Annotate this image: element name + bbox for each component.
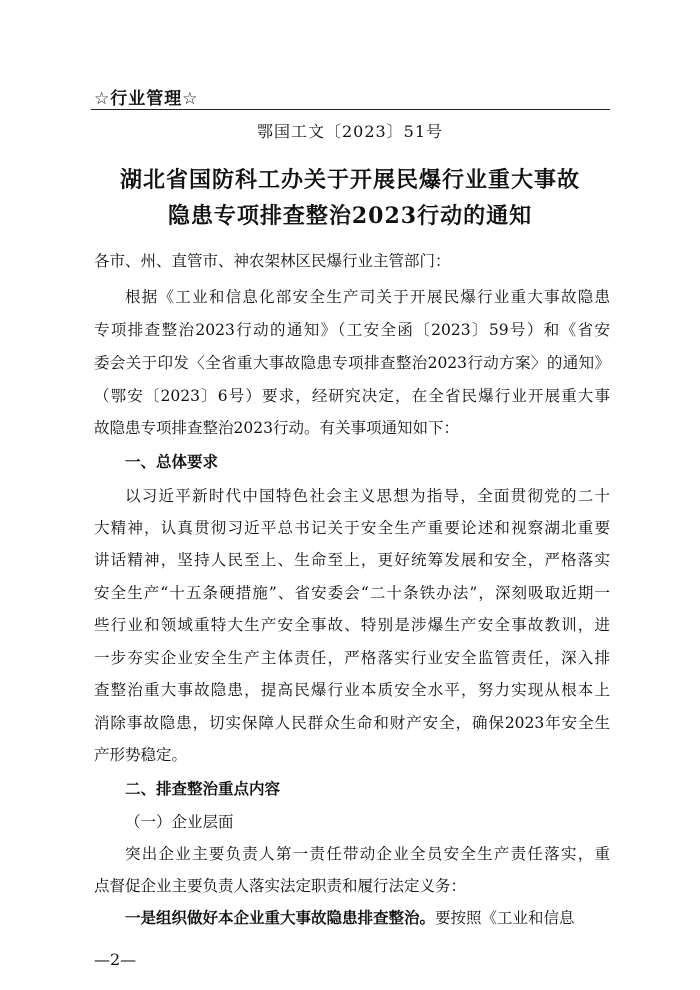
section-1-line: 查整治重大事故隐患，提高民爆行业本质安全水平，努力实现从根本上: [94, 681, 610, 699]
item-1-emphasis: 一是组织做好本企业重大事故隐患排查整治。: [125, 908, 436, 927]
item-1-text: 要按照《工业和信息: [435, 909, 575, 927]
item-1-line: [125, 906, 610, 928]
intro-line: 故隐患专项排查整治2023行动。有关事项通知如下：: [94, 419, 459, 437]
section-1-line: 一步夯实企业安全生产主体责任，严格落实行业安全监管责任，深入排: [94, 649, 610, 667]
document-number: 鄂国工文〔2023〕51号: [256, 122, 444, 141]
page-number: —2—: [94, 950, 137, 969]
section-heading-2: 二、排查整治重点内容: [125, 780, 281, 798]
intro-line: （鄂安〔2023〕6号）要求，经研究决定，在全省民爆行业开展重大事: [94, 387, 610, 405]
section-1-line: 讲话精神，坚持人民至上、生命至上，更好统筹发展和安全，严格落实: [94, 551, 610, 569]
section-1-line: 些行业和领域重特大生产安全事故、特别是涉爆生产安全事故教训，进: [94, 616, 610, 634]
intro-line: 委会关于印发〈全省重大事故隐患专项排查整治2023行动方案〉的通知》: [94, 354, 610, 372]
subheading-enterprise: （一）企业层面: [125, 813, 234, 831]
header-rule: [91, 109, 610, 110]
section-1-line: 产形势稳定。: [94, 746, 188, 764]
section-2-line: 点督促企业主要负责人落实法定职责和履行法定义务：: [94, 877, 467, 895]
section-1-line: 以习近平新时代中国特色社会主义思想为指导，全面贯彻党的二十: [125, 487, 610, 505]
section-tag: ☆行业管理☆: [94, 89, 199, 109]
section-2-line: 突出企业主要负责人第一责任带动企业全员安全生产责任落实，重: [125, 845, 610, 863]
intro-line: 专项排查整治2023行动的通知》（工安全函〔2023〕59号）和《省安: [94, 321, 610, 339]
section-1-line: 消除事故隐患，切实保障人民群众生命和财产安全，确保2023年安全生: [94, 714, 610, 732]
section-1-line: 安全生产“十五条硬措施”、省安委会“二十条铁办法”，深刻吸取近期一: [94, 584, 610, 602]
intro-line: 根据《工业和信息化部安全生产司关于开展民爆行业重大事故隐患: [125, 288, 610, 306]
document-title-line-2: 隐患专项排查整治2023行动的通知: [167, 203, 533, 229]
document-title-line-1: 湖北省国防科工办关于开展民爆行业重大事故: [119, 167, 580, 193]
section-heading-1: 一、总体要求: [125, 453, 219, 471]
addressee: 各市、州、直管市、神农架林区民爆行业主管部门：: [94, 252, 451, 270]
section-1-line: 大精神，认真贯彻习近平总书记关于安全生产重要论述和视察湖北重要: [94, 519, 610, 537]
